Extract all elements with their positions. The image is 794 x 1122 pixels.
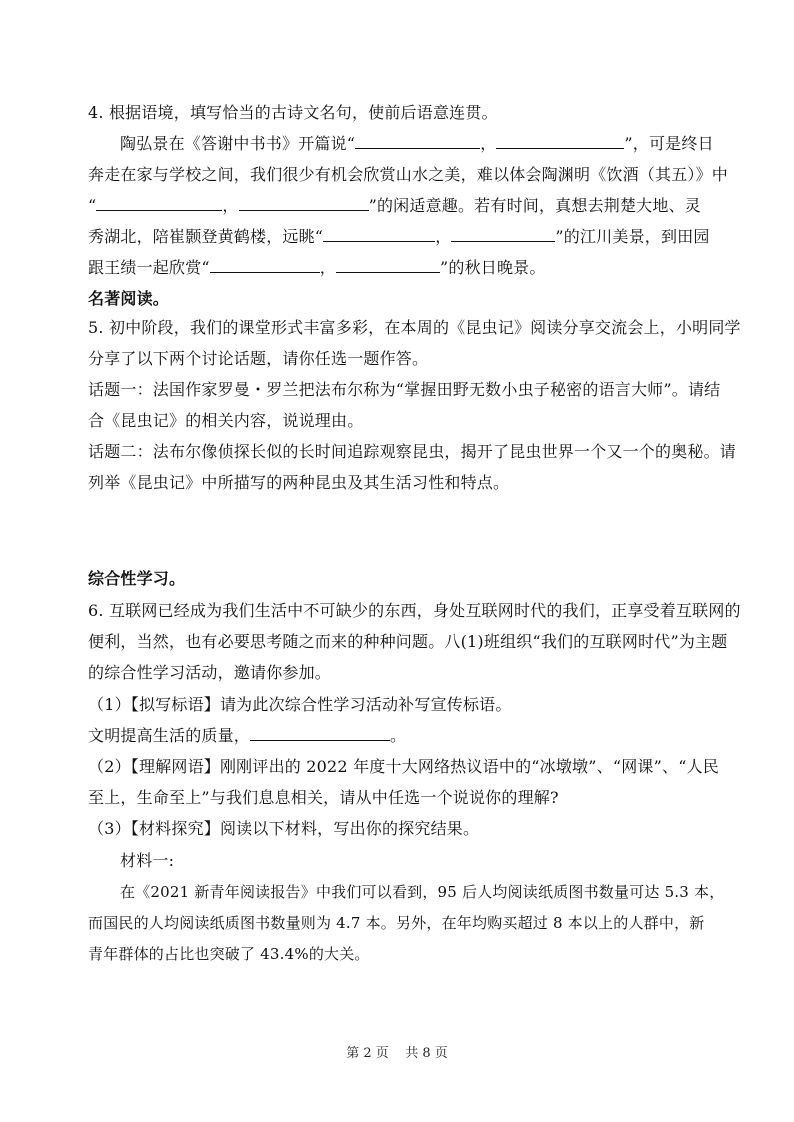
answer-blank-8[interactable] xyxy=(336,254,440,273)
answer-blank-3[interactable] xyxy=(96,192,222,211)
q4-line-3: “ ， ”的闲适意趣。若有时间，真想去荆楚大地、灵 xyxy=(88,192,708,220)
q6-part-2-a: （2）【理解网语】刚刚评出的 2022 年度十大网络热议语中的“冰墩墩”、“网课”、“人民 xyxy=(88,757,719,776)
q5-line-1: 5. 初中阶段，我们的课堂形式丰富多彩，在本周的《昆虫记》阅读分享交流会上，小明同学 xyxy=(88,318,741,337)
q4-line-1: 陶弘景在《答谢中书书》开篇说“ ， ”，可是终日 xyxy=(120,130,708,158)
q6-part-3: （3）【材料探究】阅读以下材料，写出你的探究结果。 xyxy=(88,819,480,838)
q6-line-1: 6. 互联网已经成为我们生活中不可缺少的东西，身处互联网时代的我们，正享受着互联网的 xyxy=(88,601,741,620)
q5-topic-2-a: 话题二：法布尔像侦探长似的长时间追踪观察昆虫，揭开了昆虫世界一个又一个的奥秘。请 xyxy=(88,442,737,461)
q5-line-2: 分享了以下两个讨论话题，请你任选一题作答。 xyxy=(88,349,429,368)
page-number-footer: 第 2 页 共 8 页 xyxy=(346,1046,448,1061)
material-line-1: 在《2021 新青年阅读报告》中我们可以看到，95 后人均阅读纸质图书数量可达 5.3 本， xyxy=(120,883,725,901)
q5-topic-1-a: 话题一：法国作家罗曼・罗兰把法布尔称为“掌握田野无数小虫子秘密的语言大师”。请结 xyxy=(88,380,721,399)
q4-line-4: 秀湖北，陪崔颢登黄鹤楼，远眺“ ， ”的江川美景，到田园 xyxy=(88,223,708,251)
material-line-2: 而国民的人均阅读纸质图书数量则为 4.7 本。另外，在年均购买超过 8 本以上的人群中，新 xyxy=(88,914,705,932)
q6-part-2-b: 至上，生命至上”与我们息息相关，请从中任选一个说说你的理解? xyxy=(88,788,559,807)
answer-blank-7[interactable] xyxy=(210,254,320,273)
q4-line-2: 奔走在家与学校之间，我们很少有机会欣赏山水之美，难以体会陶渊明《饮酒（其五）》中 xyxy=(88,165,729,184)
answer-blank-6[interactable] xyxy=(451,223,555,242)
section-heading-integrated-learning: 综合性学习。 xyxy=(88,569,186,588)
answer-blank-1[interactable] xyxy=(355,130,480,149)
answer-blank-4[interactable] xyxy=(239,192,369,211)
q5-topic-2-b: 列举《昆虫记》中所描写的两种昆虫及其生活习性和特点。 xyxy=(88,473,510,492)
answer-blank-5[interactable] xyxy=(323,223,435,242)
slogan-answer-blank[interactable] xyxy=(250,722,390,741)
material-label: 材料一: xyxy=(120,851,175,870)
section-heading-classics: 名著阅读。 xyxy=(88,289,170,308)
answer-blank-2[interactable] xyxy=(496,130,624,149)
q4-line-5: 跟王绩一起欣赏“ ， ”的秋日晚景。 xyxy=(88,254,708,282)
q4-title: 4. 根据语境，填写恰当的古诗文名句，使前后语意连贯。 xyxy=(88,103,498,122)
q6-line-3: 的综合性学习活动，邀请你参加。 xyxy=(88,663,332,682)
q6-line-2: 便利，当然，也有必要思考随之而来的种种问题。八(1)班组织“我们的互联网时代”为主题 xyxy=(88,632,728,651)
q5-topic-1-b: 合《昆虫记》的相关内容，说说理由。 xyxy=(88,411,364,430)
q6-part-1: （1）【拟写标语】请为此次综合性学习活动补写宣传标语。 xyxy=(88,695,512,714)
q6-part-1-answer-line: 文明提高生活的质量， 。 xyxy=(88,722,708,750)
material-line-3: 青年群体的占比也突破了 43.4%的大关。 xyxy=(88,945,370,963)
